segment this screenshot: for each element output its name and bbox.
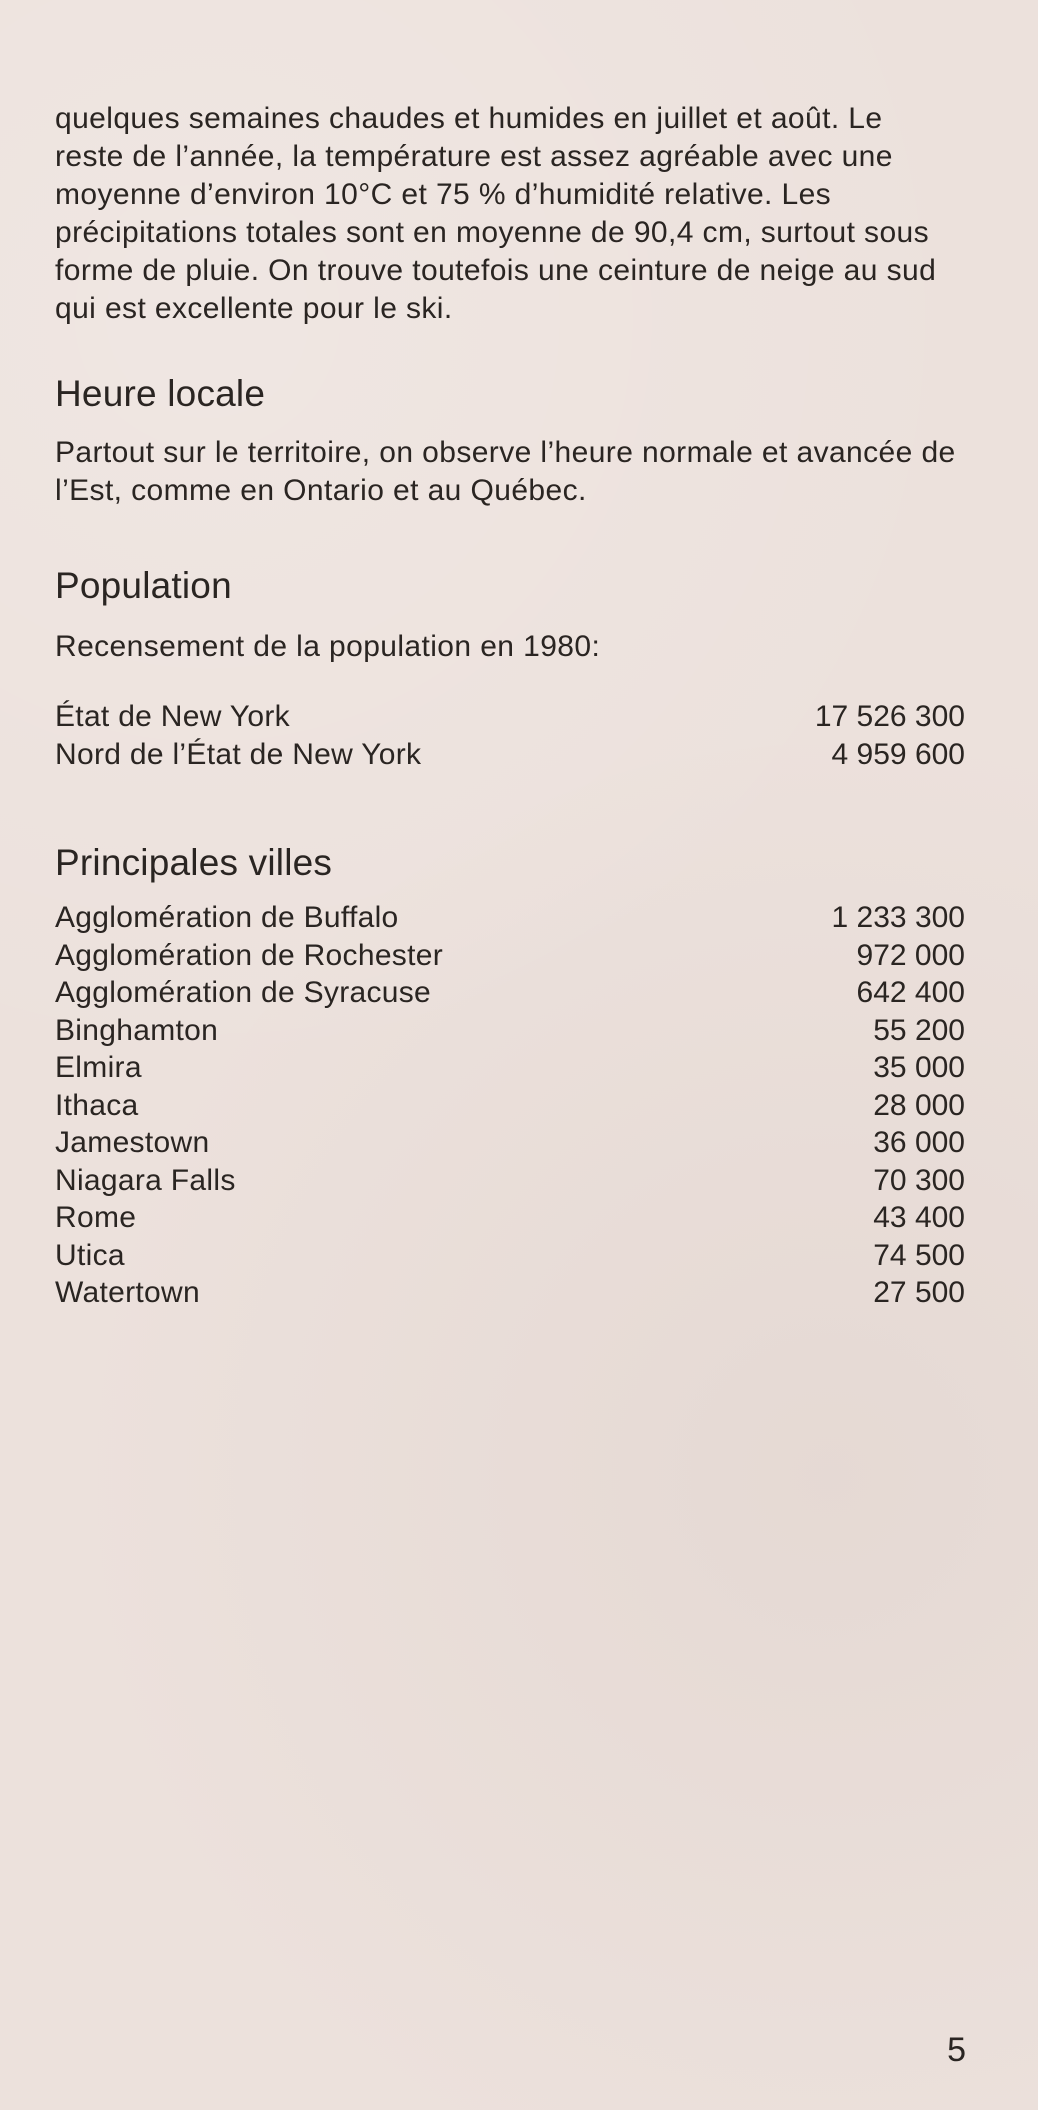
principales-villes-heading: Principales villes [55, 842, 333, 883]
city-name: Watertown [55, 1276, 200, 1309]
population-row [55, 736, 965, 774]
city-population: 642 400 [856, 976, 965, 1009]
census-subtitle: Recensement de la population en 1980: [55, 630, 601, 663]
city-name: Binghamton [55, 1013, 219, 1047]
population-row-value: 17 526 300 [814, 700, 965, 733]
population-row-label: État de New York [55, 700, 290, 733]
city-name: Elmira [55, 1051, 142, 1084]
city-row [55, 1049, 965, 1087]
cities-list [55, 899, 965, 1312]
page-content [55, 100, 965, 1312]
city-row [55, 1012, 965, 1050]
climate-paragraph: quelques semaines chaudes et humides en juillet et août. Le reste de l’année, la température est assez agréable avec une moyenne d’environ 10°C et 75 % d’humidité relative. Les précipitations totales sont en moyenne de 90,4 cm, surtout sous forme de pluie. On trouve toutefois une ceinture de neige au sud qui est excellente pour le ski. [55, 102, 937, 325]
heure-locale-paragraph: Partout sur le territoire, on observe l’heure normale et avancée de l’Est, comme en Ontario et au Québec. [55, 436, 956, 507]
city-row [55, 1274, 965, 1312]
city-name: Utica [55, 1238, 125, 1272]
population-list [55, 698, 965, 773]
city-name: Niagara Falls [55, 1163, 236, 1197]
city-row [55, 937, 965, 975]
city-population: 70 300 [873, 1163, 965, 1197]
city-name: Jamestown [55, 1126, 210, 1159]
city-row [55, 974, 965, 1012]
city-row [55, 1162, 965, 1200]
city-population: 36 000 [873, 1126, 965, 1159]
population-row [55, 698, 965, 736]
city-row [55, 1087, 965, 1125]
city-population: 972 000 [856, 938, 965, 972]
city-row [55, 1199, 965, 1237]
city-population: 74 500 [873, 1238, 965, 1272]
city-population: 55 200 [873, 1013, 965, 1047]
city-name: Agglomération de Rochester [55, 938, 444, 972]
city-name: Ithaca [55, 1088, 139, 1122]
city-population: 1 233 300 [831, 901, 965, 934]
city-row [55, 1237, 965, 1275]
city-row [55, 1124, 965, 1162]
city-population: 28 000 [873, 1088, 965, 1122]
city-name: Agglomération de Syracuse [55, 976, 432, 1009]
city-population: 27 500 [873, 1276, 965, 1309]
city-name: Agglomération de Buffalo [55, 901, 399, 934]
heure-locale-heading: Heure locale [55, 373, 266, 414]
page-number: 5 [947, 2031, 966, 2069]
city-population: 43 400 [873, 1201, 965, 1234]
population-row-value: 4 959 600 [831, 737, 965, 771]
city-name: Rome [55, 1201, 137, 1234]
population-heading: Population [55, 565, 232, 606]
city-row [55, 899, 965, 937]
city-population: 35 000 [873, 1051, 965, 1084]
population-row-label: Nord de l’État de New York [55, 737, 422, 771]
